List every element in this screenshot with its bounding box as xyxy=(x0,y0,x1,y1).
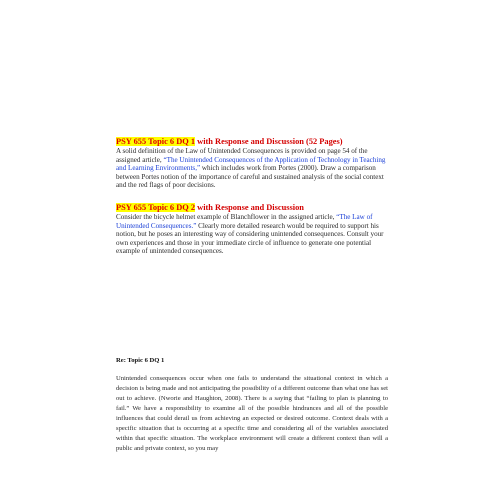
dq1-prompt-text: A solid definition of the Law of Unintended Consequences is provided on page 54 of the assigned article, xyxy=(116,147,368,164)
dq1-article-link[interactable]: “The Unintended Consequences of the Application of Technology in Teaching and Learning Environments,” xyxy=(116,155,386,173)
dq1-prompt xyxy=(116,147,386,190)
response-section xyxy=(116,357,388,454)
response-body: Unintended consequences occur when one fails to understand the situational context in which a decision is being made and not anticipating the possibility of a different outcome than what one has set out to achieve. (Nworie and Haughton, 2008). There is a saying that “failing to plan is planning to fail.” We have a responsibility to examine all of the possible hindrances and all of the possible influences that could derail us from achieving an expected or desired outcome. Context deals with a specific situation that is occurring at a specific time and considering all of the variables associated within that specific situation. The workplace environment will create a different context than will a public and private context, so you may xyxy=(116,375,388,453)
response-title: Re: Topic 6 DQ 1 xyxy=(116,357,165,364)
dq1-prompt-text-end: which includes work from Portes (2000). Draw a comparison between Portes notion of the importance of careful and sustained analysis of the social context and the red flags of poor decisions. xyxy=(116,164,384,190)
dq2-heading-highlight: PSY 655 Topic 6 DQ 2 xyxy=(116,203,196,212)
dq2-prompt-text: Consider the bicycle helmet example of Blanchflower in the assigned article, xyxy=(116,213,337,221)
dq2-heading xyxy=(116,203,386,213)
dq2-section xyxy=(116,203,386,256)
dq2-heading-rest: with Response and Discussion xyxy=(195,203,304,212)
dq2-prompt xyxy=(116,213,386,256)
dq1-heading-rest: with Response and Discussion (52 Pages) xyxy=(195,137,343,146)
dq2-prompt-text-end: Clearly more detailed research would be required to support his notion, but he poses an interesting way of considering unintended consequences. Consult your own experiences and those in your immediate circle of influence to generate one potential example of unintended consequences. xyxy=(116,221,384,256)
dq1-heading xyxy=(116,137,386,147)
dq2-article-link[interactable]: “The Law of Unintended Consequences.” xyxy=(116,213,373,230)
dq1-heading-highlight: PSY 655 Topic 6 DQ 1 xyxy=(116,137,196,146)
dq1-section xyxy=(116,137,386,190)
